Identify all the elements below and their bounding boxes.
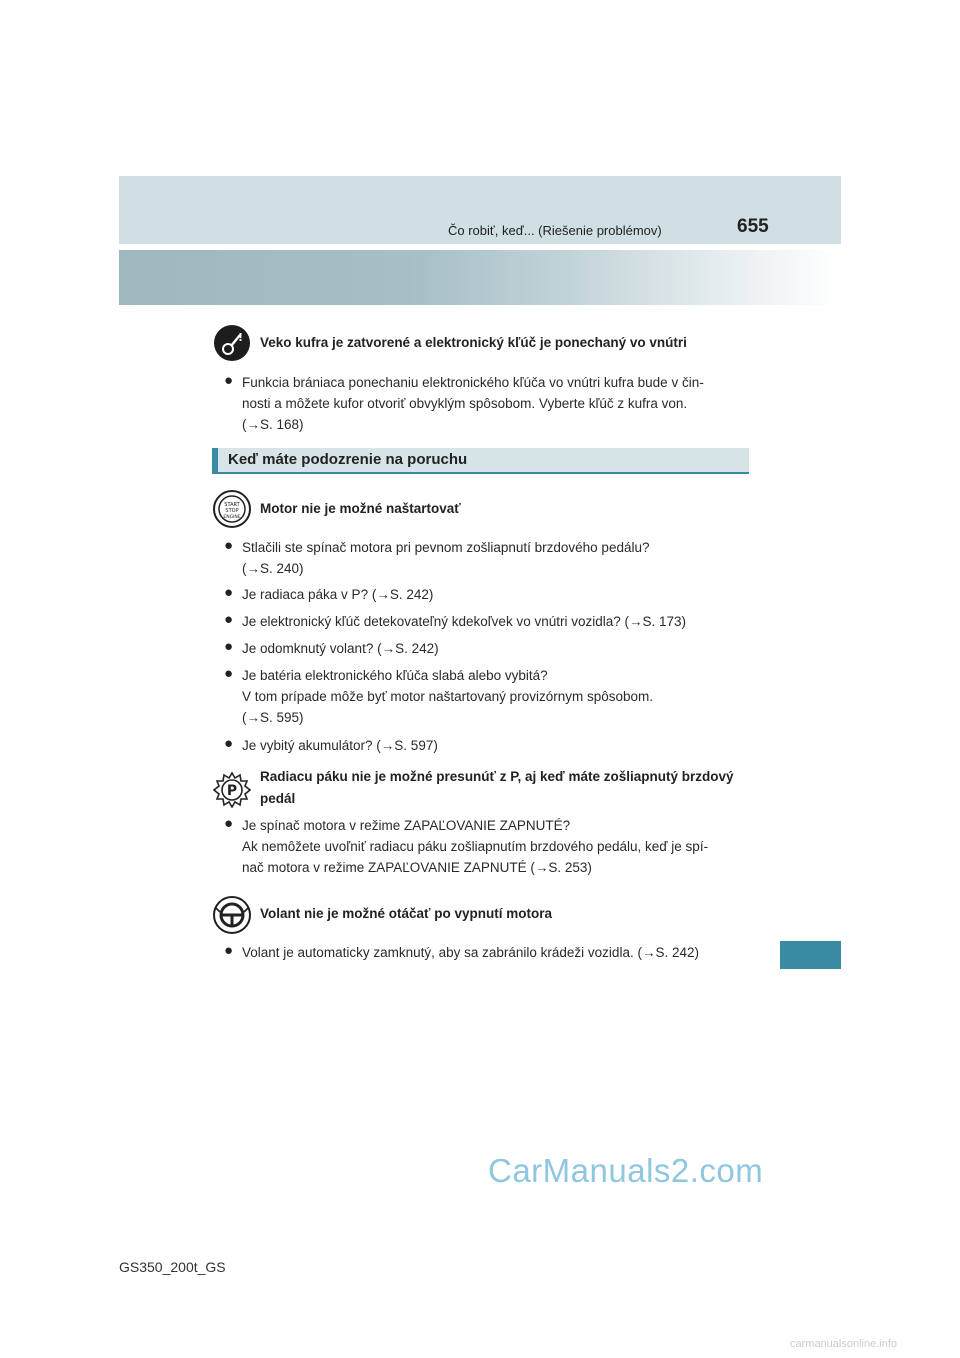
- text-line: (→S. 168): [242, 417, 304, 432]
- bullet-text: [242, 372, 762, 435]
- watermark: CarManuals2.com: [488, 1152, 764, 1189]
- title-band: [119, 250, 841, 305]
- bullet-text: [242, 537, 762, 579]
- heading-line: Radiacu páku nie je možné presunúť z P, aj keď máte zošliapnutý brzdový: [260, 769, 734, 784]
- text-line: Ak nemôžete uvoľniť radiacu páku zošliapnutím brzdového pedálu, keď je spí-: [242, 839, 709, 854]
- park-gear-icon: [213, 771, 251, 809]
- heading-line: pedál: [260, 791, 296, 806]
- bullet-dot: ●: [224, 372, 234, 389]
- bullet-text: [242, 815, 762, 878]
- text-line: nosti a môžete kufor otvoriť obvyklým spôsobom. Vyberte kľúč z kufra von.: [242, 396, 688, 411]
- bullet-dot: ●: [224, 735, 234, 752]
- text-line: Funkcia brániaca ponechaniu elektronického kľúča vo vnútri kufra bude v čin-: [242, 375, 704, 390]
- chapter-tab: [780, 941, 841, 969]
- bullet-text: Je vybitý akumulátor? (→S. 597): [242, 738, 438, 753]
- site-label: carmanualsonline.info: [790, 1338, 898, 1350]
- svg-text:STOP: STOP: [225, 508, 239, 514]
- text-line: nač motora v režime ZAPAĽOVANIE ZAPNUTÉ (→S. 253): [242, 860, 592, 875]
- svg-text:P: P: [226, 783, 238, 799]
- svg-text:START: START: [224, 502, 240, 508]
- model-code: GS350_200t_GS: [119, 1259, 226, 1275]
- text-line: (→S. 240): [242, 561, 304, 576]
- bullet-dot: ●: [224, 537, 234, 554]
- steering-lock-icon: [213, 896, 251, 934]
- text-line: V tom prípade môže byť motor naštartovaný provizórnym spôsobom.: [242, 689, 653, 704]
- bullet-text: Volant je automaticky zamknutý, aby sa zabránilo krádeži vozidla. (→S. 242): [242, 945, 699, 960]
- bullet-text: Je odomknutý volant? (→S. 242): [242, 641, 439, 656]
- section-heading-box: [212, 448, 749, 474]
- bullet-dot: ●: [224, 611, 234, 628]
- bullet-text: Je radiaca páka v P? (→S. 242): [242, 587, 434, 602]
- bullet-dot: ●: [224, 584, 234, 601]
- page-number: 655: [737, 216, 769, 237]
- item-heading: Veko kufra je zatvorené a elektronický kľúč je ponechaný vo vnútri: [260, 335, 687, 350]
- section-title: Čo robiť, keď... (Riešenie problémov): [448, 223, 662, 238]
- text-line: Stlačili ste spínač motora pri pevnom zošliapnutí brzdového pedálu?: [242, 540, 650, 555]
- problem-heading: Volant nie je možné otáčať po vypnutí motora: [260, 906, 553, 921]
- key-warning-icon: [213, 324, 251, 362]
- bullet-dot: ●: [224, 815, 234, 832]
- bullet-dot: ●: [224, 942, 234, 959]
- bullet-dot: ●: [224, 638, 234, 655]
- text-line: (→S. 595): [242, 710, 304, 725]
- bullet-dot: ●: [224, 665, 234, 682]
- text-line: Je batéria elektronického kľúča slabá alebo vybitá?: [242, 668, 548, 683]
- bullet-text: [242, 665, 762, 728]
- svg-text:ENGINE: ENGINE: [223, 515, 241, 520]
- problem-heading: Motor nie je možné naštartovať: [260, 501, 461, 516]
- problem-heading: [260, 766, 734, 810]
- start-stop-button-icon: [213, 490, 251, 528]
- section-heading: Keď máte podozrenie na poruchu: [228, 451, 468, 468]
- text-line: Je spínač motora v režime ZAPAĽOVANIE ZAPNUTÉ?: [242, 818, 571, 833]
- bullet-text: Je elektronický kľúč detekovateľný kdekoľvek vo vnútri vozidla? (→S. 173): [242, 614, 687, 629]
- svg-text:!: !: [238, 331, 244, 344]
